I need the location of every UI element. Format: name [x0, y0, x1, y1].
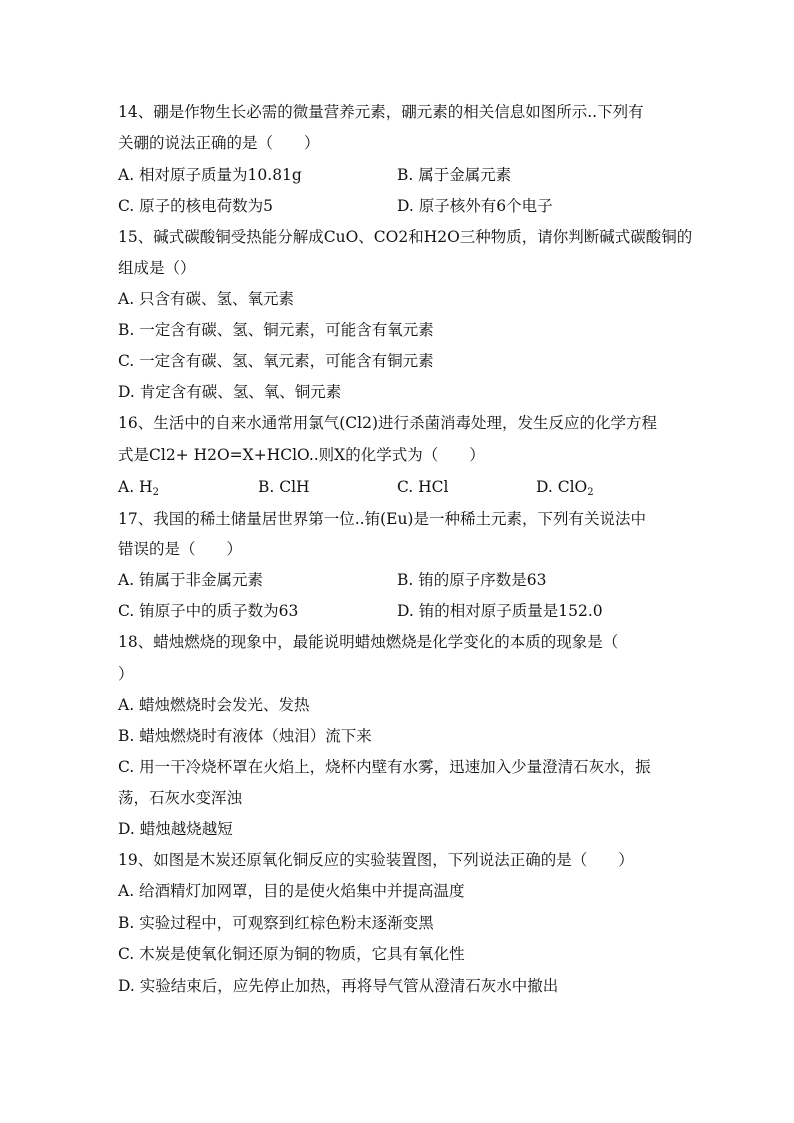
q14-stem-line-2: 关硼的说法正确的是（ ）	[118, 134, 320, 152]
q18-option-b: B. 蜡烛燃烧时有液体（烛泪）流下来	[118, 727, 372, 745]
q15-option-b: B. 一定含有碳、氢、铜元素，可能含有氧元素	[118, 321, 434, 339]
q14-option-d: D. 原子核外有6个电子	[397, 197, 553, 215]
q16-stem-line-2: 式是Cl2+ H2O=X+HClO..则X的化学式为（ ）	[118, 446, 485, 464]
q16-stem-line-1: 16、生活中的自来水通常用氯气(Cl2)进行杀菌消毒处理，发生反应的化学方程	[118, 414, 657, 432]
q16-option-a	[118, 477, 159, 503]
q18-stem-line-2: ）	[118, 665, 134, 683]
q17-option-b: B. 铕的原子序数是63	[397, 571, 547, 589]
q18-option-c-line-2: 荡，石灰水变浑浊	[118, 789, 243, 807]
q19-option-b: B. 实验过程中，可观察到红棕色粉末逐渐变黑	[118, 914, 434, 932]
q16-option-c: C. HCl	[397, 478, 449, 496]
q16-option-a-subscript: 2	[152, 487, 159, 498]
q16-option-d-subscript: 2	[587, 487, 594, 498]
q18-option-c-line-1: C. 用一干冷烧杯罩在火焰上，烧杯内壁有水雾，迅速加入少量澄清石灰水，振	[118, 758, 651, 776]
q15-option-d: D. 肯定含有碳、氢、氧、铜元素	[118, 383, 342, 401]
q14-option-c: C. 原子的核电荷数为5	[118, 197, 274, 215]
q18-stem-line-1: 18、蜡烛燃烧的现象中，最能说明蜡烛燃烧是化学变化的本质的现象是（	[118, 633, 619, 651]
q19-option-a: A. 给酒精灯加网罩，目的是使火焰集中并提高温度	[118, 882, 465, 900]
q14-option-a: A. 相对原子质量为10.81g	[118, 166, 302, 184]
q17-option-a: A. 铕属于非金属元素	[118, 571, 264, 589]
q15-option-a: A. 只含有碳、氢、氧元素	[118, 290, 295, 308]
q19-option-c: C. 木炭是使氧化铜还原为铜的物质，它具有氧化性	[118, 945, 465, 963]
q17-option-c: C. 铕原子中的质子数为63	[118, 602, 299, 620]
q16-option-d-text: D. ClO	[536, 478, 588, 496]
q15-stem-line-2: 组成是（）	[118, 259, 196, 277]
q15-option-c: C. 一定含有碳、氢、氧元素，可能含有铜元素	[118, 352, 434, 370]
q19-option-d: D. 实验结束后，应先停止加热，再将导气管从澄清石灰水中撤出	[118, 977, 559, 995]
q14-stem-line-1: 14、硼是作物生长必需的微量营养元素，硼元素的相关信息如图所示..下列有	[118, 103, 644, 121]
q17-option-d: D. 铕的相对原子质量是152.0	[397, 602, 603, 620]
q18-option-d: D. 蜡烛越烧越短	[118, 820, 233, 838]
q17-stem-line-1: 17、我国的稀土储量居世界第一位..铕(Eu)是一种稀土元素，下列有关说法中	[118, 510, 646, 528]
q14-option-b: B. 属于金属元素	[397, 166, 512, 184]
q16-option-d	[536, 477, 594, 503]
q16-option-b: B. ClH	[258, 478, 310, 496]
q18-option-a: A. 蜡烛燃烧时会发光、发热	[118, 696, 310, 714]
q15-stem-line-1: 15、碱式碳酸铜受热能分解成CuO、CO2和H2O三种物质，请你判断碱式碳酸铜的	[118, 228, 693, 246]
q19-stem-line-1: 19、如图是木炭还原氧化铜反应的实验装置图，下列说法正确的是（ ）	[118, 851, 634, 869]
q17-stem-line-2: 错误的是（ ）	[118, 540, 243, 558]
q16-option-a-text: A. H	[118, 478, 153, 496]
